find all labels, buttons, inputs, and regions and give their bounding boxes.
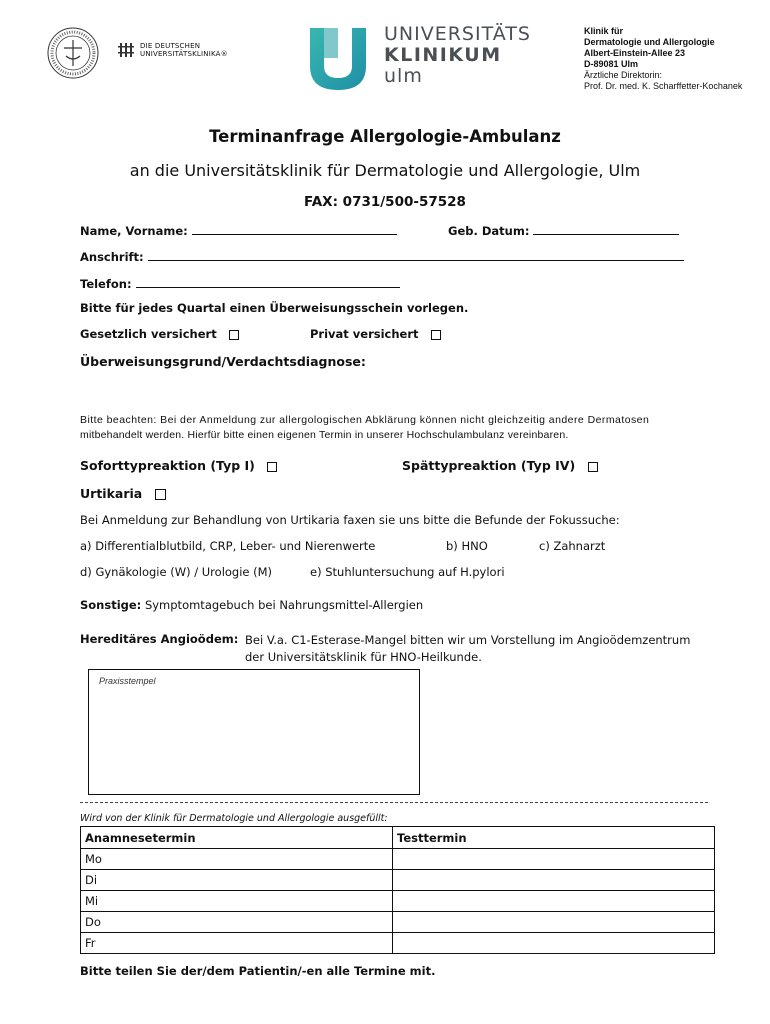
- referral-input-area[interactable]: [80, 374, 710, 408]
- finding-e: e) Stuhluntersuchung auf H.pylori: [310, 565, 505, 579]
- table-row: [81, 870, 715, 891]
- notice-line2: mitbehandelt werden. Hierfür bitte einen eigenen Termin in unserer Hochschulambulanz vereinbaren.: [80, 429, 569, 441]
- quarter-note: Bitte für jedes Quartal einen Überweisungsschein vorlegen.: [80, 301, 469, 315]
- immediate-reaction-option[interactable]: [80, 458, 277, 473]
- notice-line1: Bitte beachten: Bei der Anmeldung zur allergologischen Abklärung können nicht gleichzeitig andere Dermatosen: [80, 414, 650, 426]
- dd-logo-line1: DIE DEUTSCHEN: [140, 42, 201, 50]
- private-option[interactable]: [310, 327, 441, 341]
- clinic-line3: Albert-Einstein-Allee 23: [584, 48, 686, 58]
- dob-input-line[interactable]: [533, 223, 679, 235]
- test-cell[interactable]: [393, 912, 715, 933]
- day-cell[interactable]: Do: [81, 912, 393, 933]
- finding-a: a) Differentialblutbild, CRP, Leber- und Nierenwerte: [80, 539, 376, 553]
- other-row: [80, 598, 423, 612]
- practice-stamp-label: Praxisstempel: [99, 676, 156, 686]
- finding-d: d) Gynäkologie (W) / Urologie (M): [80, 565, 273, 579]
- urticaria-checkbox[interactable]: [155, 489, 166, 500]
- dob-label: Geb. Datum:: [448, 224, 530, 238]
- day-cell[interactable]: Mo: [81, 849, 393, 870]
- clinic-line6: Prof. Dr. med. K. Scharffetter-Kochanek: [584, 81, 743, 91]
- referral-heading: Überweisungsgrund/Verdachtsdiagnose:: [80, 354, 366, 369]
- statutory-label: Gesetzlich versichert: [80, 327, 217, 341]
- clinic-line2: Dermatologie und Allergologie: [584, 37, 715, 47]
- urticaria-option[interactable]: [80, 486, 166, 501]
- dd-logo: [118, 42, 228, 58]
- delayed-reaction-checkbox[interactable]: [588, 462, 598, 472]
- test-cell[interactable]: [393, 870, 715, 891]
- table-row: [81, 933, 715, 954]
- klinikum-u-logo: [306, 26, 370, 92]
- page-title: Terminanfrage Allergologie-Ambulanz: [209, 127, 561, 146]
- day-cell[interactable]: Mi: [81, 891, 393, 912]
- clinic-address: [584, 26, 742, 92]
- finding-c: c) Zahnarzt: [539, 539, 606, 553]
- table-row: [81, 912, 715, 933]
- name-field-row: [80, 223, 397, 238]
- notice-text: [80, 413, 720, 443]
- other-text: Symptomtagebuch bei Nahrungsmittel-Allergien: [144, 598, 424, 612]
- klinikum-wordmark: [384, 24, 531, 87]
- hae-line1: Bei V.a. C1-Esterase-Mangel bitten wir um Vorstellung im Angioödemzentrum: [245, 633, 691, 647]
- clinic-line5: Ärztliche Direktorin:: [584, 70, 663, 80]
- page-subtitle: an die Universitätsklinik für Dermatologie und Allergologie, Ulm: [129, 161, 641, 180]
- fax-number: FAX: 0731/500-57528: [304, 194, 466, 210]
- immediate-reaction-checkbox[interactable]: [267, 462, 277, 472]
- phone-input-line[interactable]: [136, 276, 400, 288]
- practice-stamp-box[interactable]: [88, 669, 420, 795]
- other-label: Sonstige:: [80, 598, 142, 612]
- phone-label: Telefon:: [80, 277, 132, 291]
- finding-b: b) HNO: [446, 539, 488, 553]
- immediate-reaction-label: Soforttypreaktion (Typ I): [80, 458, 255, 473]
- phone-field-row: [80, 276, 400, 291]
- urticaria-note: Bei Anmeldung zur Behandlung von Urtikaria faxen sie uns bitte die Befunde der Fokussuche:: [80, 513, 620, 527]
- clinic-line1: Klinik für: [584, 26, 624, 36]
- university-seal-logo: [46, 26, 100, 80]
- dd-logo-line2: UNIVERSITÄTSKLINIKA®: [140, 50, 228, 58]
- address-input-line[interactable]: [148, 249, 684, 261]
- address-label: Anschrift:: [80, 250, 144, 264]
- delayed-reaction-option[interactable]: [402, 458, 598, 473]
- footer-note: Bitte teilen Sie der/dem Patientin/-en alle Termine mit.: [80, 964, 436, 978]
- address-field-row: [80, 249, 684, 264]
- col-anamnesis-header: Anamnesetermin: [81, 827, 393, 849]
- delayed-reaction-label: Spättypreaktion (Typ IV): [402, 458, 576, 473]
- dob-field-row: [448, 223, 679, 238]
- schedule-table: [80, 826, 715, 954]
- uk-line2: KLINIKUM: [384, 44, 502, 66]
- hae-text: [245, 632, 690, 666]
- table-row: [81, 849, 715, 870]
- cut-line-divider: [80, 802, 708, 803]
- day-cell[interactable]: Di: [81, 870, 393, 891]
- statutory-option[interactable]: [80, 327, 239, 341]
- test-cell[interactable]: [393, 933, 715, 954]
- test-cell[interactable]: [393, 849, 715, 870]
- filled-by-clinic-note: Wird von der Klinik für Dermatologie und Allergologie ausgefüllt:: [80, 813, 388, 824]
- clinic-line4: D-89081 Ulm: [584, 59, 639, 69]
- hae-label: Hereditäres Angioödem:: [80, 632, 239, 646]
- table-row: [81, 891, 715, 912]
- private-checkbox[interactable]: [431, 330, 441, 340]
- name-label: Name, Vorname:: [80, 224, 188, 238]
- uk-line1: UNIVERSITÄTS: [384, 23, 531, 45]
- urticaria-label: Urtikaria: [80, 486, 143, 501]
- private-label: Privat versichert: [310, 327, 419, 341]
- hae-line2: der Universitätsklinik für HNO-Heilkunde.: [245, 650, 482, 664]
- statutory-checkbox[interactable]: [229, 330, 239, 340]
- name-input-line[interactable]: [192, 223, 397, 235]
- schedule-header-row: [81, 827, 715, 849]
- col-test-header: Testtermin: [393, 827, 715, 849]
- test-cell[interactable]: [393, 891, 715, 912]
- day-cell[interactable]: Fr: [81, 933, 393, 954]
- dd-grid-icon: [118, 42, 134, 58]
- uk-line3: ulm: [384, 65, 423, 87]
